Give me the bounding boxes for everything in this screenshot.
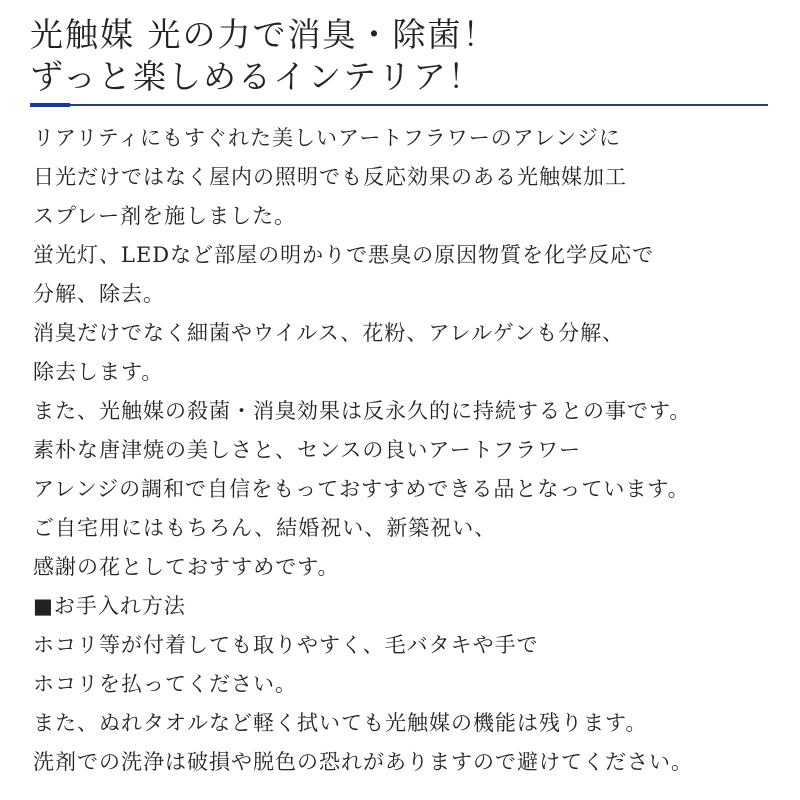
text-line: 蛍光灯、LEDなど部屋の明かりで悪臭の原因物質を化学反応で <box>33 243 655 267</box>
text-line: 除去します。 <box>33 360 164 384</box>
text-line: スプレー剤を施しました。 <box>33 204 297 228</box>
text-line: 分解、除去。 <box>33 282 165 306</box>
text-line: 消臭だけでなく細菌やウイルス、花粉、アレルゲンも分解、 <box>33 321 625 345</box>
text-line: ご自宅用にはもちろん、結婚祝い、新築祝い、 <box>33 516 497 540</box>
text-line: 日光だけではなく屋内の照明でも反応効果のある光触媒加工 <box>33 165 627 189</box>
text-line: また、ぬれタオルなど軽く拭いても光触媒の機能は残ります。 <box>33 711 648 735</box>
text-line: 素朴な唐津焼の美しさと、センスの良いアートフラワー <box>33 438 582 462</box>
header-divider-accent <box>30 103 70 107</box>
header-divider <box>30 104 768 106</box>
text-line: ホコリを払ってください。 <box>33 672 297 696</box>
text-line: 洗剤での洗浄は破損や脱色の恐れがありますので避けてください。 <box>33 750 693 774</box>
text-line: ホコリ等が付着しても取りやすく、毛バタキや手で <box>33 633 539 657</box>
text-line: また、光触媒の殺菌・消臭効果は反永久的に持続するとの事です。 <box>33 399 692 423</box>
text-line: アレンジの調和で自信をもっておすすめできる品となっています。 <box>33 477 690 501</box>
care-heading: ■お手入れ方法 <box>33 594 186 618</box>
title-line-1: 光触媒 光の力で消臭・除菌！ <box>30 15 498 54</box>
title-line-2: ずっと楽しめるインテリア！ <box>30 57 484 96</box>
text-line: リアリティにもすぐれた美しいアートフラワーのアレンジに <box>33 126 621 150</box>
description-body <box>33 119 783 782</box>
page-header <box>30 14 770 98</box>
text-line: 感謝の花としておすすめです。 <box>33 555 340 579</box>
